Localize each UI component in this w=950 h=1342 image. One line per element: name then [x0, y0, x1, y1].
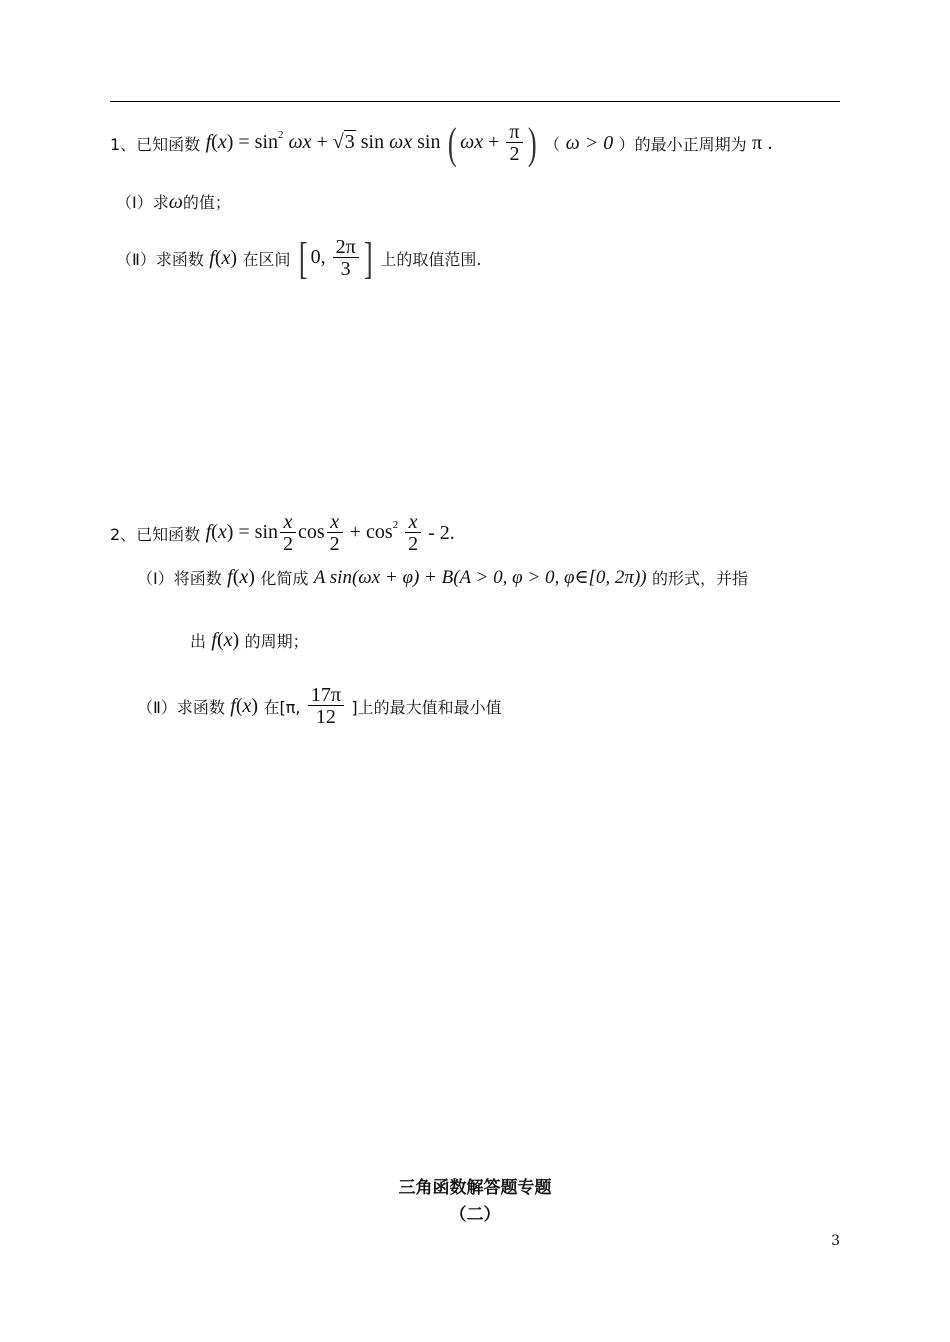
q1-part2-mid: 在区间	[242, 250, 291, 269]
q2-part1-label: （Ⅰ）将函数	[137, 569, 222, 588]
q2-part2-tail: ]上的最大值和最小值	[351, 698, 502, 717]
q1-pi-num: π	[506, 122, 522, 143]
q2-part1-line2-start: 出	[190, 632, 207, 651]
q1-part2-tail: 上的取值范围.	[380, 250, 482, 269]
section-title: 三角函数解答题专题	[398, 1178, 552, 1198]
q2-formula: f(x) = sin $\frac{x}{2}$ cos $\frac{x}{2}$ + $\cos^2$ $\frac{x}{2}$	[206, 521, 429, 543]
q1-part1-label: （Ⅰ）求	[116, 193, 169, 212]
q2-part2-func: f(x)	[230, 695, 259, 717]
q2-part1-func: f(x)	[227, 566, 255, 588]
q2-frac-num: 17π	[308, 685, 344, 706]
page-number: 3	[831, 1233, 840, 1249]
q2-part1-line2	[190, 629, 309, 652]
q2-part2-frac	[308, 685, 344, 728]
q2-part1-mid: 化简成	[260, 569, 309, 588]
q1-end: .	[767, 132, 773, 154]
q1-interval: [ 0, $\frac{2\pi}{3}$ ]	[298, 234, 373, 283]
q2-part1-line2-func: f(x)	[211, 629, 240, 651]
q1-part2	[116, 233, 481, 284]
q1-period: π	[752, 132, 763, 154]
q1-pi-den: 2	[509, 143, 520, 165]
q2-frac-den: 12	[315, 706, 336, 728]
q1-statement	[110, 118, 773, 169]
q1-paren-open: （	[544, 135, 561, 154]
q1-part1	[116, 190, 231, 214]
q1-part2-label: （Ⅱ）求函数	[116, 250, 204, 269]
q1-part1-omega: ω	[168, 191, 183, 213]
q2-part1	[137, 566, 748, 589]
q2-number: 2、已知函数	[110, 525, 201, 544]
q1-part2-func: f(x)	[209, 247, 238, 269]
q2-part1-form: A sin(ωx + φ) + B(A > 0, φ > 0, φ∈[0, 2π))	[313, 567, 647, 588]
q2-part1-tail: 的形式，并指	[652, 569, 749, 588]
section-subtitle: （二）	[449, 1205, 501, 1225]
q2-statement	[110, 512, 455, 555]
q2-part2-label: （Ⅱ）求函数	[137, 698, 225, 717]
q2-part2	[137, 685, 502, 728]
q1-omega-cond: ω > 0	[565, 132, 614, 154]
q1-interval-num: 2π	[333, 237, 359, 258]
q1-interval-den: 3	[340, 258, 351, 280]
header-rule	[110, 101, 840, 102]
q1-tail: ）的最小正周期为	[618, 135, 747, 154]
q1-formula: $f(x) = \sin^2 \omega x + √3$ sin ωx sin ( ωx + $\frac{\pi}{2}$ )	[205, 119, 537, 168]
q2-part1-line2-tail: 的周期；	[244, 632, 309, 651]
q2-part2-mid: 在[π,	[263, 698, 301, 717]
q1-part1-tail: 的值；	[182, 193, 231, 212]
q1-number: 1、已知函数	[110, 135, 201, 154]
q2-end: - 2.	[428, 522, 455, 544]
